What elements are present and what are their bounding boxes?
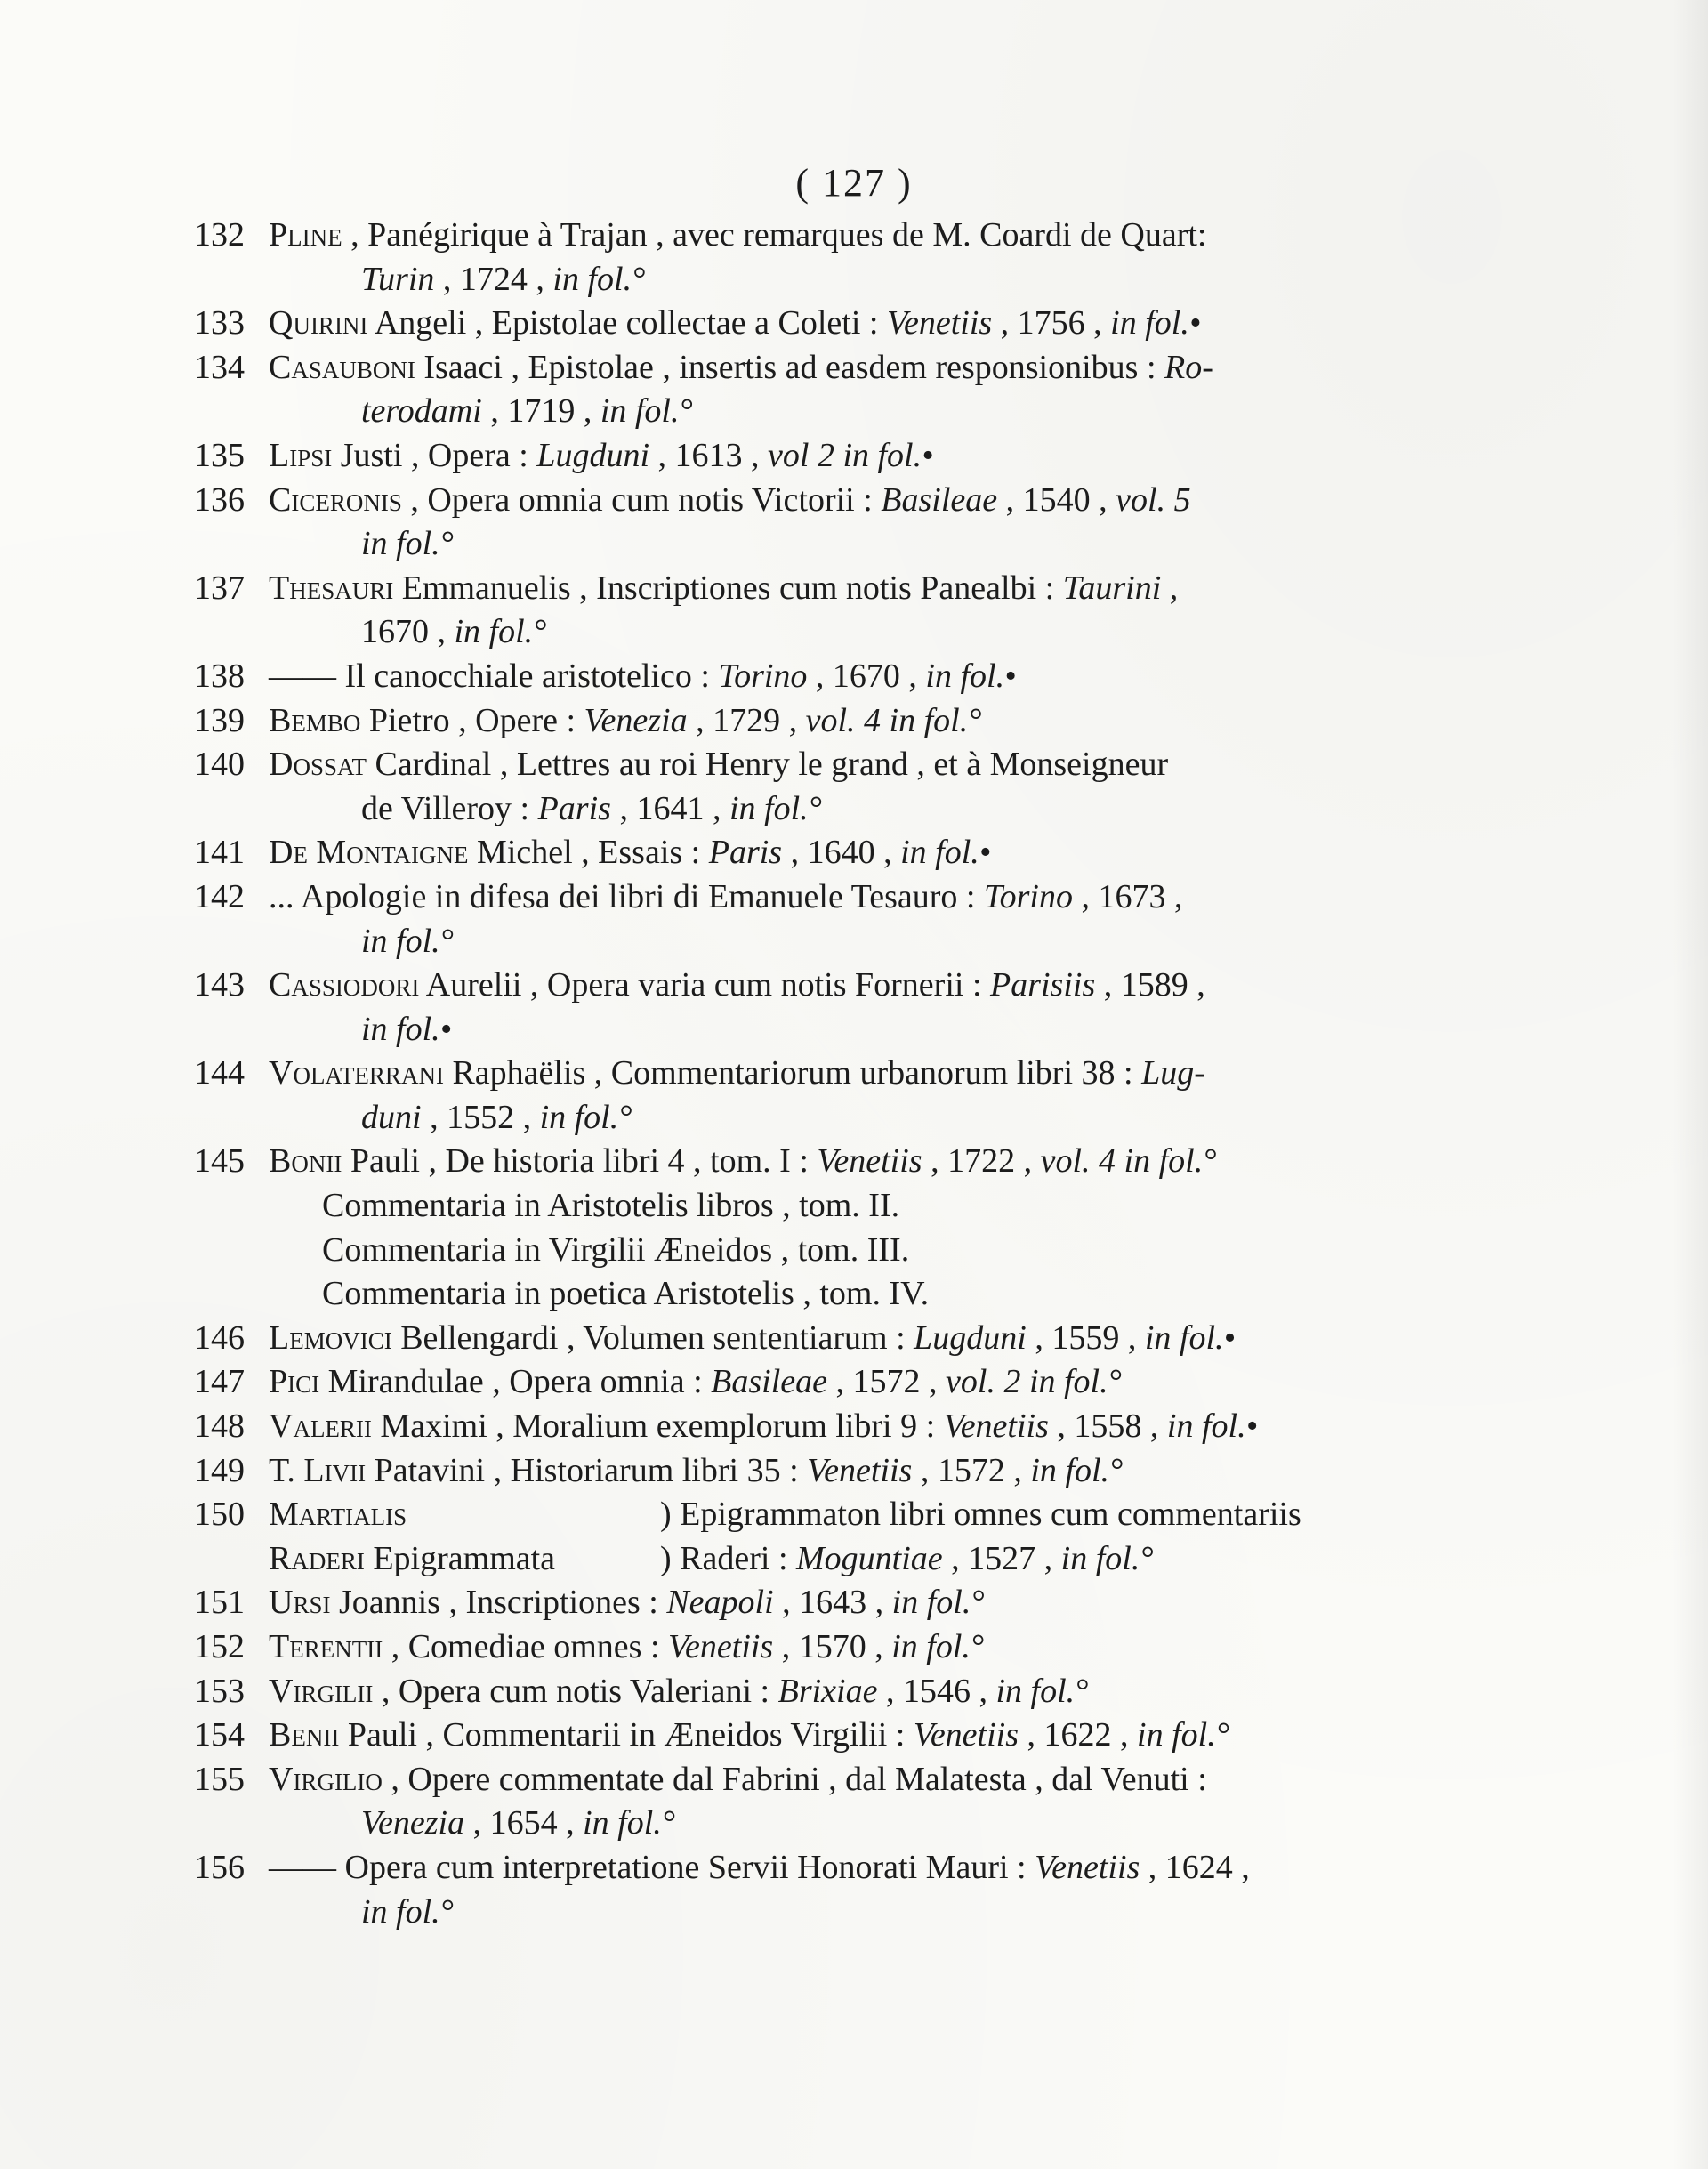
catalogue-entry [194,567,1395,655]
entry-text: ) Epigrammaton libri omnes cum commentariis [660,1496,1301,1534]
entry-line [269,1581,1395,1625]
entry-line [269,214,1395,258]
author-name: Valerii [269,1407,372,1446]
catalogue-entry [194,1140,1395,1316]
author-name: Pline [269,216,342,254]
author-name: Lemovici [269,1318,392,1357]
catalogue-entry [194,1625,1395,1670]
catalogue-entry [194,1581,1395,1625]
entry-continuation [269,1802,1395,1846]
entry-text: Maximi , Moralium exemplorum libri 9 : [371,1407,944,1446]
author-name: De Montaigne [269,834,469,872]
entry-number: 142 [194,877,245,915]
entry-text: , 1527 , [942,1539,1061,1577]
sub-entry: Commentaria in Aristotelis libros , tom. II. [322,1187,900,1225]
entry-number: 138 [194,657,245,695]
entry-text: Emmanuelis , Inscriptiones cum notis Panealbi : [393,568,1063,607]
entry-line [269,1846,1395,1891]
catalogue-entries [194,214,1395,1934]
entry-line [269,567,1395,611]
entry-continuation [269,1096,1395,1141]
italic-text: in fol.° [995,1672,1089,1710]
entry-text: 1670 , [361,613,455,651]
entry-line [269,655,1395,699]
italic-text: Venetiis [817,1142,922,1181]
author-name: Dossat [269,746,367,784]
entry-number: 151 [194,1584,245,1622]
author-name: Pici [269,1363,320,1401]
entry-line [269,346,1395,391]
entry-text: Angeli , Epistolae collectae a Coleti : [367,304,887,343]
catalogue-entry [194,214,1395,302]
italic-text: in fol.° [600,392,693,431]
author-name: Ciceronis [269,480,402,519]
entry-line [269,964,1395,1008]
italic-text: Lug- [1141,1054,1205,1093]
catalogue-entry [194,655,1395,699]
entry-text: , Panégirique à Trajan , avec remarques de M. Coardi de Quart: [342,216,1207,254]
entry-text: , 1559 , [1026,1318,1145,1357]
author-name: Bembo [269,701,361,739]
italic-text: in fol.° [539,1098,632,1136]
entry-number: 136 [194,480,245,519]
italic-text: Venezia [584,701,688,739]
entry-line [269,1052,1395,1096]
author-name: Cassiodori [269,966,420,1004]
italic-text: vol. 2 in fol.° [946,1363,1122,1401]
italic-text: in fol.° [361,1892,454,1931]
entry-text: , 1640 , [782,834,901,872]
entry-line [269,699,1395,744]
italic-text: vol. 4 in fol.° [1040,1142,1217,1181]
entry-text: ) Raderi : [660,1539,797,1577]
catalogue-entry [194,964,1395,1052]
entry-line [269,479,1395,523]
entry-line [269,1360,1395,1405]
italic-text: in fol.• [361,1010,452,1048]
entry-number: 156 [194,1848,245,1886]
entry-text: , Opera omnia cum notis Victorii : [401,480,882,519]
entry-text: , 1673 , [1072,877,1183,915]
entry-text: Mirandulae , Opera omnia : [319,1363,712,1401]
italic-text: in fol.° [454,613,547,651]
italic-text: in fol.° [1137,1716,1229,1754]
author-name: Benii [269,1716,340,1754]
entry-number: 154 [194,1716,245,1754]
entry-continuation [269,258,1395,302]
catalogue-entry [194,434,1395,479]
page-edge-shadow [1672,0,1708,2169]
italic-text: Venetiis [913,1716,1019,1754]
entry-continuation [269,1891,1395,1935]
catalogue-entry [194,1449,1395,1494]
entry-text: , 1654 , [464,1804,584,1842]
entry-text: Patavini , Historiarum libri 35 : [366,1451,808,1489]
entry-text: —— Il canocchiale aristotelico : [269,657,719,695]
catalogue-entry [194,1846,1395,1934]
entry-number: 132 [194,216,245,254]
entry-text: , 1641 , [610,789,729,827]
entry-text: , 1552 , [421,1098,540,1136]
entry-text: ... Apologie in difesa dei libri di Emanuele Tesauro : [269,877,984,915]
author-name: Thesauri [269,568,394,607]
entry-number: 141 [194,834,245,872]
page-number: ( 127 ) [795,161,913,205]
entry-text: , 1670 , [807,657,926,695]
entry-text: , [1161,568,1179,607]
italic-text: in fol.• [1144,1318,1236,1357]
italic-text: Neapoli [666,1584,774,1622]
catalogue-entry [194,1317,1395,1361]
entry-number: 149 [194,1451,245,1489]
italic-text: in fol.• [1110,304,1202,343]
italic-text: in fol.• [1166,1407,1258,1446]
entry-continuation [269,787,1395,832]
entry-text: , 1622 , [1019,1716,1138,1754]
catalogue-entry [194,346,1395,434]
entry-continuation [269,522,1395,567]
italic-text: in fol.° [891,1584,985,1622]
italic-text: in fol.° [552,260,646,298]
italic-text: Basileae [711,1363,828,1401]
entry-number: 150 [194,1496,245,1534]
entry-number: 146 [194,1318,245,1357]
italic-text: Venetiis [807,1451,913,1489]
author-name: Martialis [269,1496,407,1534]
author-name: Terentii [269,1628,383,1665]
entry-text: , 1572 , [827,1363,947,1401]
entry-number: 137 [194,568,245,607]
entry-number: 143 [194,966,245,1004]
entry-text: —— Opera cum interpretatione Servii Honorati Mauri : [269,1848,1035,1886]
sub-entry: Commentaria in poetica Aristotelis , tom. IV. [322,1275,930,1313]
entry-line [269,1317,1395,1361]
catalogue-entry [194,743,1395,831]
entry-text: Michel , Essais : [468,834,709,872]
author-name: Lipsi [269,436,333,474]
entry-line [269,743,1395,787]
entry-text: , 1546 , [877,1672,996,1710]
entry-text: , Opere commentate dal Fabrini , dal Malatesta , dal Venuti : [382,1760,1207,1798]
entry-number: 145 [194,1142,245,1181]
entry-text: , Comediae omnes : [383,1628,669,1665]
entry-text: , 1643 , [773,1584,892,1622]
entry-line [269,1493,1395,1537]
author-name: T. Livii [269,1451,367,1489]
italic-text: Basileae [881,480,998,519]
italic-text: Torino [718,657,808,695]
entry-continuation [269,610,1395,655]
entry-number: 133 [194,304,245,343]
author-name: Virgilio [269,1760,383,1798]
italic-text: vol. 5 [1116,480,1191,519]
entry-text: Isaaci , Epistolae , insertis ad easdem responsionibus : [415,348,1165,386]
author-name: Ursi [269,1584,331,1622]
italic-text: in fol.• [900,834,992,872]
entry-line [269,1140,1395,1184]
author-name: Casauboni [269,348,415,386]
entry-line [269,831,1395,875]
entry-text: , 1722 , [922,1142,1041,1181]
entry-text: , 1719 , [481,392,600,431]
entry-text [269,1537,660,1582]
entry-text: , 1729 , [687,701,806,739]
entry-number: 135 [194,436,245,474]
italic-text: Lugduni [536,436,650,474]
sub-entry: Commentaria in Virgilii Æneidos , tom. III. [322,1230,910,1269]
italic-text: Paris [537,789,611,827]
italic-text: Venetiis [1035,1848,1140,1886]
catalogue-entry [194,302,1395,346]
italic-text: Venetiis [668,1628,774,1665]
italic-text: in fol.° [1030,1451,1124,1489]
italic-text: in fol.° [729,789,822,827]
entry-number: 139 [194,701,245,739]
entry-text: , 1624 , [1140,1848,1250,1886]
italic-text: in fol.° [891,1628,985,1665]
entry-line [269,875,1395,920]
italic-text: in fol.° [361,922,454,960]
entry-text: , 1558 , [1048,1407,1167,1446]
entry-text: , 1724 , [434,260,553,298]
italic-text: Turin [361,260,435,298]
entry-number: 144 [194,1054,245,1093]
entry-text: Raphaëlis , Commentariorum urbanorum libri 38 : [443,1054,1142,1093]
entry-text: Pietro , Opere : [360,701,584,739]
entry-text: , Opera cum notis Valeriani : [373,1672,778,1710]
entry-line [269,1713,1395,1758]
italic-text: duni [361,1098,422,1136]
entry-line [269,1758,1395,1802]
italic-text: terodami [361,392,482,431]
entry-text: Bellengardi , Volumen sententiarum : [391,1318,914,1357]
italic-text: Taurini [1062,568,1162,607]
catalogue-entry [194,1758,1395,1846]
entry-number: 140 [194,746,245,784]
entry-number: 148 [194,1407,245,1446]
entry-text: Joannis , Inscriptiones : [330,1584,667,1622]
catalogue-entry [194,1405,1395,1449]
entry-continuation [269,920,1395,964]
entry-number: 155 [194,1760,245,1798]
entry-text: , 1756 , [992,304,1111,343]
entry-text: Pauli , Commentarii in Æneidos Virgilii : [339,1716,914,1754]
catalogue-entry [194,1713,1395,1758]
italic-text: Ro- [1164,348,1213,386]
author-name: Volaterrani [269,1054,444,1093]
entry-number: 147 [194,1363,245,1401]
entry-number: 152 [194,1628,245,1665]
entry-text: Cardinal , Lettres au roi Henry le grand , et à Monseigneur [366,746,1169,784]
italic-text: Parisiis [990,966,1096,1004]
author-name: Raderi [269,1539,365,1577]
italic-text: vol 2 in fol.• [768,436,934,474]
entry-line [269,1537,1395,1582]
italic-text: in fol.° [1060,1539,1154,1577]
entry-text: Aurelii , Opera varia cum notis Fornerii : [419,966,990,1004]
entry-continuation [269,1008,1395,1052]
entry-line [269,434,1395,479]
catalogue-entry [194,699,1395,744]
entry-line [269,1405,1395,1449]
entry-continuation [269,390,1395,434]
italic-text: Venezia [361,1804,465,1842]
entry-text: Justi , Opera : [332,436,537,474]
catalogue-entry [194,1670,1395,1714]
italic-text: Lugduni [914,1318,1027,1357]
author-name: Bonii [269,1142,342,1181]
italic-text: vol. 4 in fol.° [805,701,982,739]
entry-text: , 1570 , [773,1628,892,1665]
italic-text: in fol.° [583,1804,675,1842]
entry-text: , 1589 , [1095,966,1205,1004]
catalogue-entry [194,1052,1395,1140]
entry-line [269,1670,1395,1714]
entry-line [269,302,1395,346]
italic-text: Brixiae [777,1672,878,1710]
italic-text: Torino [983,877,1073,915]
catalogue-entry [194,1360,1395,1405]
entry-text: Epigrammata [364,1539,556,1577]
entry-line [269,1449,1395,1494]
entry-text: , 1572 , [912,1451,1031,1489]
catalogue-entry [194,831,1395,875]
entry-text: de Villeroy : [361,789,538,827]
entry-text: , 1540 , [997,480,1116,519]
italic-text: Moguntiae [796,1539,943,1577]
author-name: Virgilii [269,1672,374,1710]
entry-text: Pauli , De historia libri 4 , tom. I : [342,1142,818,1181]
italic-text: in fol.° [361,525,454,563]
catalogue-entry [194,1493,1395,1581]
entry-number: 134 [194,348,245,386]
italic-text: Paris [708,834,783,872]
entry-line [269,1625,1395,1670]
entry-text: , 1613 , [649,436,769,474]
italic-text: Venetiis [943,1407,1049,1446]
catalogue-entry [194,875,1395,964]
entry-number: 153 [194,1672,245,1710]
italic-text: Venetiis [886,304,993,343]
italic-text: in fol.• [925,657,1017,695]
catalogue-entry [194,479,1395,567]
author-name: Quirini [269,304,368,343]
